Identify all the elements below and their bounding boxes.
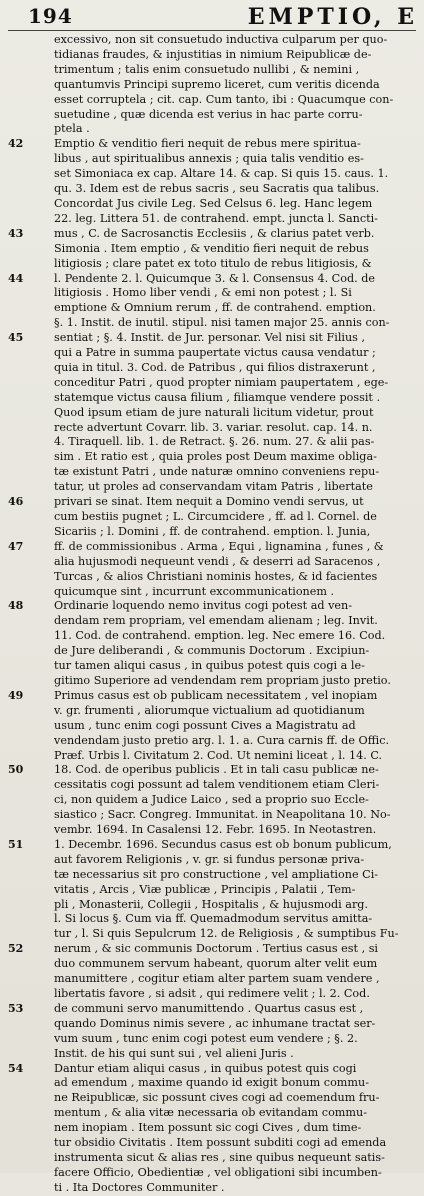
- text-line: de communi servo manumittendo . Quartus casus est ,: [54, 1001, 364, 1015]
- text-line: Concordat Jus civile Leg. Sed Celsus 6. leg. Hanc legem: [54, 196, 373, 210]
- text-line: Dantur etiam aliqui casus , in quibus potest quis cogi: [54, 1061, 357, 1075]
- paragraph: [8, 599, 416, 688]
- text-line: l. Pendente 2. l. Quicumque 3. & l. Consensus 4. Cod. de: [54, 271, 376, 285]
- paragraph: [8, 331, 416, 495]
- text-line: 22. leg. Littera 51. de contrahend. empt. juncta l. Sancti-: [54, 211, 378, 225]
- paragraph: [8, 540, 416, 600]
- paragraph-number: 44: [8, 271, 24, 285]
- text-line: ad emendum , maxime quando id exigit bonum commu-: [54, 1076, 370, 1090]
- text-line: sentiat ; §. 4. Instit. de Jur. personar. Vel nisi sit Filius ,: [54, 331, 366, 345]
- text-line: Ordinarie loquendo nemo invitus cogi potest ad ven-: [54, 599, 353, 613]
- text-line: tæ necessarius sit pro constructione , vel ampliatione Ci-: [54, 867, 379, 881]
- text-line: pli , Monasterii, Collegii , Hospitalis , & hujusmodi arg.: [54, 897, 369, 911]
- text-line: 1. Decembr. 1696. Secundus casus est ob bonum publicum,: [54, 837, 392, 851]
- text-line: nem inopiam . Item possunt sic cogi Cives , dum time-: [54, 1121, 362, 1135]
- text-line: quia in titul. 3. Cod. de Patribus , qui filios distraxerunt ,: [54, 360, 376, 374]
- paragraph: [8, 495, 416, 540]
- text-line: trimentum ; talis enim consuetudo nullibi , & nemini ,: [54, 62, 360, 76]
- paragraph-number: 53: [8, 1001, 24, 1015]
- paragraph: [8, 33, 416, 137]
- paragraph-number: 54: [8, 1061, 24, 1075]
- text-line: statemque victus causa filium , filiamque vendere possit .: [54, 390, 381, 404]
- text-line: nerum , & sic communis Doctorum . Tertius casus est , si: [54, 942, 379, 956]
- text-line: Emptio & venditio fieri nequit de rebus mere spiritua-: [54, 137, 361, 151]
- text-line: instrumenta sicut & alias res , sine quibus nequeunt satis-: [54, 1150, 385, 1164]
- text-line: ff. de commissionibus . Arma , Equi , lignamina , funes , &: [54, 539, 384, 553]
- text-line: tatur, ut proles ad conservandam vitam Patris , libertate: [54, 480, 373, 494]
- paragraph-number: 45: [8, 331, 24, 345]
- text-line: 18. Cod. de operibus publicis . Et in tali casu publicæ ne-: [54, 763, 379, 777]
- text-line: vitatis , Arcis , Viæ publicæ , Principis , Palatii , Tem-: [54, 882, 356, 896]
- paragraph-number: 51: [8, 837, 24, 851]
- text-line: Quod ipsum etiam de jure naturali licitum videtur, prout: [54, 405, 374, 419]
- page-body: [8, 33, 416, 1196]
- paragraph-number: 46: [8, 495, 24, 509]
- text-line: vembr. 1694. In Casalensi 12. Febr. 1695. In Neotastren.: [54, 823, 377, 837]
- text-line: mentum , & alia vitæ necessaria ob evitandam commu-: [54, 1106, 368, 1120]
- text-line: vum suum , tunc enim cogi potest eum vendere ; §. 2.: [54, 1031, 358, 1045]
- text-line: tæ existunt Patri , unde naturæ omnino conveniens repu-: [54, 465, 380, 479]
- text-line: privari se sinat. Item nequit a Domino vendi servus, ut: [54, 495, 364, 509]
- paragraph: [8, 689, 416, 764]
- text-line: gitimo Superiore ad vendendam rem propriam justo pretio.: [54, 673, 391, 687]
- text-line: ti . Ita Doctores Communiter .: [54, 1180, 225, 1194]
- paragraph-number: 42: [8, 137, 24, 151]
- text-line: tur tamen aliqui casus , in quibus potest quis cogi a le-: [54, 659, 365, 673]
- text-line: sim . Et ratio est , quia proles post Deum maxime obliga-: [54, 450, 377, 464]
- text-line: quicumque sint , incurrunt excommunicationem .: [54, 584, 335, 598]
- text-line: qu. 3. Idem est de rebus sacris , seu Sacratis qua talibus.: [54, 182, 380, 196]
- text-line: emptione & Omnium rerum , ff. de contrahend. emption.: [54, 301, 376, 315]
- paragraph: [8, 1062, 416, 1196]
- paragraph: [8, 137, 416, 226]
- paragraph: [8, 942, 416, 1002]
- text-line: ci, non quidem a Judice Laico , sed a proprio suo Eccle-: [54, 793, 369, 807]
- text-line: mus , C. de Sacrosanctis Ecclesiis , & clarius patet verb.: [54, 226, 375, 240]
- paragraph-number: 47: [8, 539, 24, 553]
- paragraph-number: 49: [8, 688, 24, 702]
- text-line: vendendam justo pretio arg. l. 1. a. Cura carnis ff. de Offic.: [54, 733, 390, 747]
- text-line: suetudine , quæ dicenda est verius in hac parte corru-: [54, 107, 363, 121]
- text-line: l. Si locus §. Cum via ff. Quemadmodum servitus amitta-: [54, 912, 373, 926]
- text-line: Primus casus est ob publicam necessitatem , vel inopiam: [54, 688, 378, 702]
- text-line: qui a Patre in summa paupertate victus causa vendatur ;: [54, 346, 376, 360]
- paragraph-number: 48: [8, 599, 24, 613]
- text-line: libus , aut spiritualibus annexis ; quia talis venditio es-: [54, 152, 364, 166]
- text-line: aut favorem Religionis , v. gr. si fundus personæ priva-: [54, 852, 365, 866]
- text-line: esset corruptela ; cit. cap. Cum tanto, ibi : Quacumque con-: [54, 92, 394, 106]
- text-line: tur obsidio Civitatis . Item possunt subditi cogi ad emenda: [54, 1136, 387, 1150]
- text-line: conceditur Patri , quod propter nimiam paupertatem , ege-: [54, 375, 389, 389]
- text-line: quando Dominus nimis severe , ac inhumane tractat ser-: [54, 1016, 376, 1030]
- text-line: Præf. Urbis l. Civitatum 2. Cod. Ut nemini liceat , l. 14. C.: [54, 748, 383, 762]
- text-line: litigiosis . Homo liber vendi , & emi non potest ; l. Si: [54, 286, 352, 300]
- text-line: Instit. de his qui sunt sui , vel alieni Juris .: [54, 1046, 294, 1060]
- paragraph: [8, 227, 416, 272]
- text-line: ne Reipublicæ, sic possunt cives cogi ad coemendum fru-: [54, 1091, 380, 1105]
- text-line: alia hujusmodi nequeunt vendi , & deserri ad Saracenos ,: [54, 554, 381, 568]
- text-line: libertatis favore , si adsit , qui redimere velit ; l. 2. Cod.: [54, 987, 370, 1000]
- text-line: dendam rem propriam, vel emendam alienam ; leg. Invit.: [54, 614, 378, 628]
- text-line: 11. Cod. de contrahend. emption. leg. Nec emere 16. Cod.: [54, 629, 386, 643]
- text-line: usum , tunc enim cogi possunt Cives a Magistratu ad: [54, 718, 356, 732]
- text-line: facere Officio, Obedientiæ , vel obligationi sibi incumben-: [54, 1165, 382, 1179]
- text-line: ptela .: [54, 122, 90, 136]
- text-line: recte advertunt Covarr. lib. 3. variar. resolut. cap. 14. n.: [54, 420, 373, 434]
- text-line: cum bestiis pugnet ; L. Circumcidere , ff. ad l. Cornel. de: [54, 510, 377, 523]
- paragraph: [8, 838, 416, 942]
- text-line: v. gr. frumenti , aliorumque victualium ad quotidianum: [54, 703, 365, 717]
- text-line: Turcas , & alios Christiani nominis hostes, & id facientes: [54, 569, 378, 583]
- paragraph: [8, 272, 416, 332]
- text-line: siastico ; Sacr. Congreg. Immunitat. in Neapolitana 10. No-: [54, 808, 391, 822]
- text-line: Sicariis ; l. Domini , ff. de contrahend. emption. l. Junia,: [54, 524, 371, 538]
- text-line: tidianas fraudes, & injustitias in nimium Reipublicæ de-: [54, 47, 372, 61]
- text-line: cessitatis cogi possunt ad talem venditionem etiam Cleri-: [54, 778, 380, 792]
- page-header: [8, 4, 416, 31]
- text-line: tur , l. Si quis Sepulcrum 12. de Religiosis , & sumptibus Fu-: [54, 927, 399, 941]
- text-line: 4. Tiraquell. lib. 1. de Retract. §. 26. num. 27. & alii pas-: [54, 435, 375, 449]
- running-head: EMPTIO, E: [247, 4, 418, 30]
- page-number: 194: [28, 4, 73, 28]
- text-line: litigiosis ; clare patet ex toto titulo de rebus litigiosis, &: [54, 256, 372, 270]
- paragraph: [8, 763, 416, 838]
- paragraph-number: 43: [8, 226, 24, 240]
- text-line: de Jure deliberandi , & communis Doctorum . Excipiun-: [54, 644, 370, 658]
- text-line: Simonia . Item emptio , & venditio fieri nequit de rebus: [54, 241, 369, 255]
- paragraph: [8, 1002, 416, 1062]
- paragraph-number: 52: [8, 942, 24, 956]
- text-line: set Simoniaca ex cap. Altare 14. & cap. Si quis 15. caus. 1.: [54, 167, 389, 181]
- text-line: manumittere , cogitur etiam alter partem suam vendere ,: [54, 972, 380, 986]
- text-line: quantumvis Principi supremo liceret, cum veritis dicenda: [54, 77, 380, 91]
- paragraph-number: 50: [8, 763, 24, 777]
- text-line: excessivo, non sit consuetudo inductiva culparum per quo-: [54, 33, 388, 46]
- text-line: duo communem servum habeant, quorum alter velit eum: [54, 957, 378, 971]
- text-line: §. 1. Instit. de inutil. stipul. nisi tamen major 25. annis con-: [54, 316, 390, 330]
